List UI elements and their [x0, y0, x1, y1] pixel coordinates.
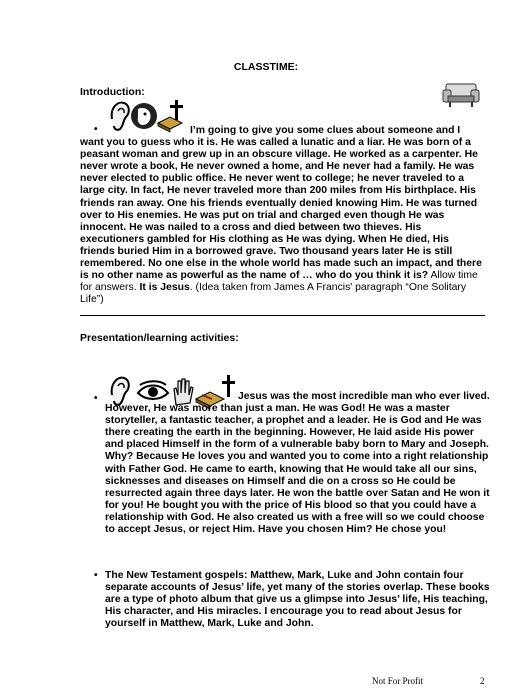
bullet-gospels-paragraph: The New Testament gospels: Matthew, Mark, Luke and John contain four separate accounts of Jesus’ life, yet many of the stories overlap. These books are a type of photo album that give us a glimpse into Jesus’ life, His teaching, His character, and His miracles. I encourage you to read about Jesus for yourself in Matthew, Mark, Luke and John. [105, 570, 490, 630]
bullet-marker: • [94, 570, 98, 581]
section-divider [80, 315, 485, 316]
intro-answer: It is Jesus [139, 282, 190, 294]
page-title: CLASSTIME: [233, 61, 299, 73]
armchair-icon [442, 80, 480, 108]
bullet-jesus-paragraph: Jesus was the most incredible man who ever lived. However, He was more than just a man. He was God! He was a master storyteller, a fantastic teacher, a prophet and a leader. He is God and He was there creating the earth in the beginning. However, He laid aside His power and placed Himself in the form of a vulnerable baby born to Mary and Joseph. Why? Because He loves you and wanted you to come into a right relationship with Father God. He came to earth, knowing that He would take all our sins, sicknesses and diseases on Himself and die on a cross so He could be resurrected again three days later. He won the battle over Satan and He won it for you! He bought you with the price of His blood so that you could have a relationship with God. He also created us with a free will so we could choose to accept Jesus, or reject Him. Have you chosen Him? He chose you! [105, 391, 490, 536]
bullet-marker: • [94, 393, 98, 404]
intro-source-text: . (Idea taken from James A Francis' paragraph “One Solitary Life”) [80, 282, 467, 306]
intro-heading: Introduction: [80, 86, 145, 98]
presentation-heading: Presentation/learning activities: [80, 332, 239, 344]
page-number: 2 [480, 676, 485, 686]
footer-text: Not For Profit [372, 676, 424, 686]
intro-lead-text: I’m going to give you some clues about someone and I want you to guess who it is. He was called a lunatic and a liar. He was born of a peasant woman and grew up in an obscure village. He worked as a carpenter. He never wrote a book, He never owned a home, and He never had a family. He was never elected to public office. He never went to college; he never traveled to a large city. In fact, He never traveled more than 200 miles from His birthplace. His friends ran away. One his friends eventually denied knowing Him. He was turned over to His enemies. He was put on trial and charged even though He was innocent. He was nailed to a cross and died between two thieves. His executioners gambled for His clothing as He was dying. When He died, His friends buried Him in a borrowed grave. Two thousand years later He is still remembered. No one else in the whole world has made such an impact, and there is no other name as powerful as the name of … who do you think it is? [80, 125, 482, 282]
intro-allow-text: Allow time for answers. [80, 270, 478, 294]
intro-paragraph [80, 123, 485, 306]
cross-icon [170, 100, 183, 120]
bullet-marker: • [94, 124, 98, 135]
